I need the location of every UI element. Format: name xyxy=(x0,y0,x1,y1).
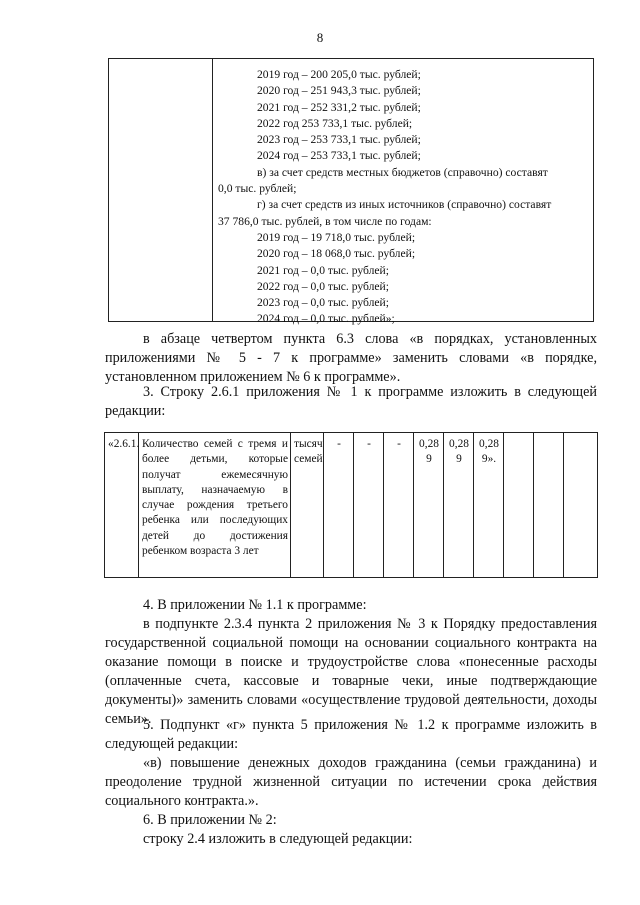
funding-line: 2021 год – 0,0 тыс. рублей; xyxy=(257,263,389,277)
paragraph-subitem-2-3-4: в подпункте 2.3.4 пункта 2 приложения № 3 к Порядку предоставления государственной социальной помощи на основании социального контракта на оказание помощи в поиске и трудоустройстве слова «понесенные расходы (оплаченные счета, кассовые и товарные чеки, иные подтверждающие документы)» заменить словами «осуществление трудовой деятельности, доходы семьи». xyxy=(105,616,597,727)
funding-line: 2024 год – 0,0 тыс. рублей»; xyxy=(257,312,395,326)
paragraph-line-2-4: строку 2.4 изложить в следующей редакции: xyxy=(143,831,413,847)
paragraph-item-5: 5. Подпункт «г» пункта 5 приложения № 1.2 к программе изложить в следующей редакции: xyxy=(105,717,597,752)
funding-cell xyxy=(218,67,590,328)
table-column-divider xyxy=(212,59,213,321)
value-cell: 0,289». xyxy=(474,433,504,578)
value-cell: - xyxy=(324,433,354,578)
funding-line: 0,0 тыс. рублей; xyxy=(218,182,297,196)
indicator-description: Количество семей с тремя и более детьми, которые получат ежемесячную выплату, назначаемую в случае рождения третьего ребенка или последующих детей до достижения ребенком возраста 3 лет xyxy=(139,433,291,578)
paragraph-section-6-3: в абзаце четвертом пункта 6.3 слова «в порядках, установленных приложениями № 5 - 7 к программе» заменить словами «в порядке, установленном приложением № 6 к программе». xyxy=(105,331,597,385)
paragraph-item-6: 6. В приложении № 2: xyxy=(143,812,277,828)
paragraph-item-4: 4. В приложении № 1.1 к программе: xyxy=(143,597,367,613)
value-cell xyxy=(564,433,598,578)
value-cell: 0,289 xyxy=(444,433,474,578)
funding-line: 2021 год – 252 331,2 тыс. рублей; xyxy=(257,100,421,114)
funding-line: 37 786,0 тыс. рублей, в том числе по годам: xyxy=(218,214,432,228)
funding-line: 2020 год – 251 943,3 тыс. рублей; xyxy=(257,84,421,98)
value-cell: - xyxy=(354,433,384,578)
page-number: 8 xyxy=(316,30,324,45)
funding-line: 2024 год – 253 733,1 тыс. рублей; xyxy=(257,149,421,163)
table-row xyxy=(105,433,598,578)
funding-line: 2022 год 253 733,1 тыс. рублей; xyxy=(257,116,413,130)
funding-line: 2022 год – 0,0 тыс. рублей; xyxy=(257,279,389,293)
funding-line: г) за счет средств из иных источников (справочно) составят xyxy=(257,198,552,212)
paragraph-item-3: 3. Строку 2.6.1 приложения № 1 к программе изложить в следующей редакции: xyxy=(105,384,597,419)
paragraph-quote-v: «в) повышение денежных доходов гражданина (семьи гражданина) и преодоление трудной жизненной ситуации по истечении срока действия социального контракта.». xyxy=(105,755,597,809)
row-2-6-1-table xyxy=(104,432,598,578)
value-cell xyxy=(504,433,534,578)
funding-line: 2020 год – 18 068,0 тыс. рублей; xyxy=(257,247,416,261)
funding-line: в) за счет средств местных бюджетов (справочно) составят xyxy=(257,165,548,179)
value-cell: - xyxy=(384,433,414,578)
row-number: «2.6.1. xyxy=(105,433,139,578)
funding-line: 2023 год – 253 733,1 тыс. рублей; xyxy=(257,133,421,147)
value-cell: 0,289 xyxy=(414,433,444,578)
funding-line: 2019 год – 19 718,0 тыс. рублей; xyxy=(257,230,416,244)
funding-line: 2019 год – 200 205,0 тыс. рублей; xyxy=(257,68,421,81)
funding-table xyxy=(108,58,594,326)
value-cell xyxy=(534,433,564,578)
funding-line: 2023 год – 0,0 тыс. рублей; xyxy=(257,296,389,310)
unit-of-measure: тысяч семей xyxy=(291,433,324,578)
